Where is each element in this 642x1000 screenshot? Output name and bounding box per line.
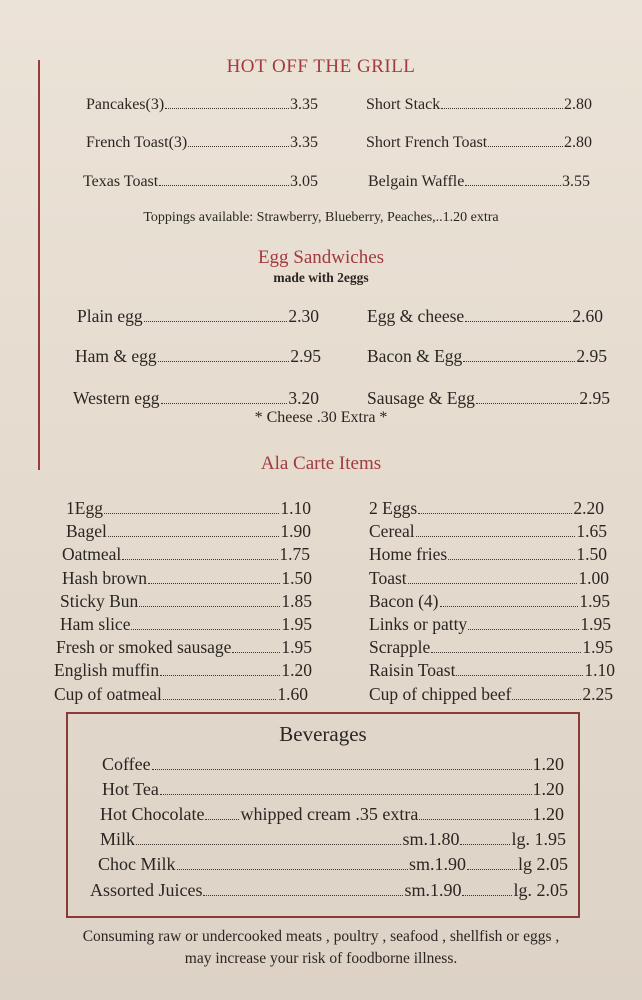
ala-carte-item: Home fries 1.50 <box>369 544 607 565</box>
beverage-item: Hot Chocolate whipped cream .35 extra 1.20 <box>100 804 564 824</box>
egg-sandwiches-subtitle: made with 2eggs <box>273 270 369 285</box>
ala-carte-item: English muffin 1.20 <box>54 660 312 681</box>
cheese-note: * Cheese .30 Extra * <box>254 409 388 426</box>
menu-item: Ham & egg 2.95 <box>75 346 321 366</box>
ala-carte-item: Oatmeal 1.75 <box>62 544 310 565</box>
ala-carte-item: Bagel 1.90 <box>66 521 311 542</box>
menu-item: Sausage & Egg 2.95 <box>367 388 610 408</box>
ala-carte-item: Toast 1.00 <box>369 567 609 588</box>
beverage-item: Choc Milk sm.1.90 lg 2.05 <box>98 854 568 874</box>
ala-carte-item: Fresh or smoked sausage 1.95 <box>56 637 312 658</box>
ala-carte-item: 1Egg 1.10 <box>66 498 311 518</box>
beverages-title: Beverages <box>279 722 367 746</box>
menu-item: Plain egg 2.30 <box>77 306 319 326</box>
beverage-item: Assorted Juices sm.1.90 lg. 2.05 <box>90 880 568 900</box>
ala-carte-item: Hash brown 1.50 <box>62 567 312 588</box>
menu-item: Texas Toast 3.05 <box>83 173 318 190</box>
ala-carte-item: Sticky Bun 1.85 <box>60 590 312 611</box>
health-warning-line-2: may increase your risk of foodborne illness. <box>184 950 458 967</box>
ala-carte-item: Scrapple 1.95 <box>369 637 613 658</box>
ala-carte-item: 2 Eggs 2.20 <box>369 498 604 518</box>
beverage-item: Coffee 1.20 <box>102 754 564 774</box>
menu-item: Western egg 3.20 <box>73 388 319 408</box>
beverage-item: Hot Tea 1.20 <box>102 779 564 799</box>
ala-carte-item: Cup of oatmeal 1.60 <box>54 683 308 704</box>
health-warning-line-1: Consuming raw or undercooked meats , poultry , seafood , shellfish or eggs , <box>82 928 560 945</box>
menu-item: Pancakes(3) 3.35 <box>86 96 318 113</box>
grill-section-title: HOT OFF THE GRILL <box>226 56 416 77</box>
ala-carte-title: Ala Carte Items <box>260 453 382 474</box>
menu-item: Short French Toast 2.80 <box>366 134 592 151</box>
menu-item: French Toast(3) 3.35 <box>86 134 318 151</box>
ala-carte-item: Ham slice 1.95 <box>60 614 312 634</box>
ala-carte-item: Cereal 1.65 <box>369 521 607 542</box>
ala-carte-item: Bacon (4) 1.95 <box>369 590 610 611</box>
ala-carte-item: Links or patty 1.95 <box>369 614 611 634</box>
beverages-box <box>66 712 580 918</box>
egg-sandwiches-title: Egg Sandwiches <box>257 247 385 268</box>
ala-carte-item: Cup of chipped beef 2.25 <box>369 683 613 704</box>
menu-item: Bacon & Egg 2.95 <box>367 346 607 366</box>
menu-item: Egg & cheese 2.60 <box>367 306 603 326</box>
menu-item: Belgain Waffle 3.55 <box>368 173 590 190</box>
menu-item: Short Stack 2.80 <box>366 96 592 113</box>
ala-carte-item: Raisin Toast 1.10 <box>369 660 615 681</box>
toppings-note: Toppings available: Strawberry, Blueberry, Peaches,..1.20 extra <box>143 210 499 225</box>
beverage-item: Milk sm.1.80 lg. 1.95 <box>100 829 566 849</box>
